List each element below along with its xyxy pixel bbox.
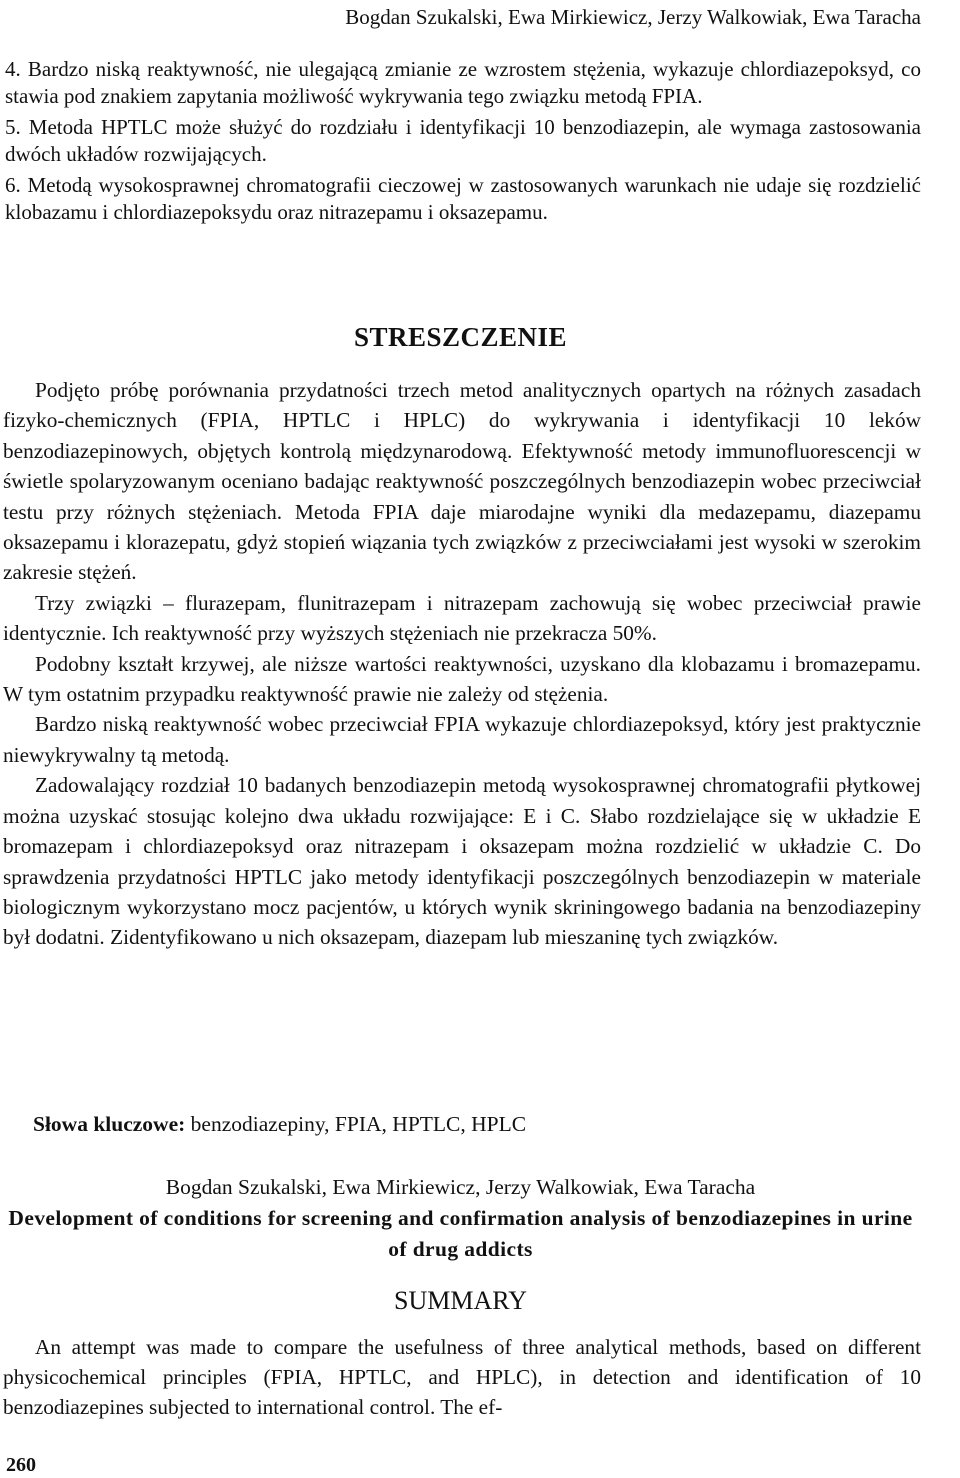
keywords-line [33,1110,921,1138]
english-title: Development of conditions for screening and confirmation analysis of benzodiazepines in urine of drug addicts [8,1206,913,1261]
summary-paragraph: An attempt was made to compare the usefulness of three analytical methods, based on different physicochemical principles (FPIA, HPTLC, and HPLC), in detection and identification of 10 benzodiazepines subjected to international control. The ef- [3,1335,921,1419]
summary-body [3,1333,921,1422]
conclusion-item-5: 5. Metoda HPTLC może służyć do rozdziału i identyfikacji 10 benzodiazepin, ale wymaga zastosowania dwóch układów rozwijających. [5,115,921,166]
english-authors: Bogdan Szukalski, Ewa Mirkiewicz, Jerzy Walkowiak, Ewa Taracha [165,1175,756,1199]
abstract-paragraph: Podobny kształt krzywej, ale niższe wartości reaktywności, uzyskano dla klobazamu i bromazepamu. W tym ostatnim przypadku reaktywność prawie nie zależy od stężenia. [3,651,921,707]
abstract-paragraph: Bardzo niską reaktywność wobec przeciwciał FPIA wykazuje chlordiazepoksyd, który jest praktycznie niewykrywalny tą metodą. [3,712,921,767]
keywords-value: benzodiazepiny, FPIA, HPTLC, HPLC [185,1112,527,1136]
abstract-paragraph: Zadowalający rozdział 10 badanych benzodiazepin metodą wysokosprawnej chromatografii płytkowej można uzyskać stosując kolejno dwa układu rozwijające: E i C. Słabo rozdzielające się w układzie E bromazepam i chlordiazepoksyd oraz nitrazepam i oksazepam można rozdzielić w układzie C. Do sprawdzenia przydatności HPTLC jako metody identyfikacji poszczególnych benzodiazepin w materiale biologicznym wykorzystano mocz pacjentów, u których wynik skriningowego badania na benzodiazepiny był dodatni. Zidentyfikowano u nich oksazepam, diazepam lub mieszaninę tych związków. [3,773,921,950]
conclusions-list [5,56,921,230]
abstract-heading: STRESZCZENIE [353,322,568,352]
page-number: 260 [6,1454,36,1476]
keywords-label: Słowa kluczowe: [33,1112,186,1136]
abstract-paragraph: Trzy związki – flurazepam, flunitrazepam i nitrazepam zachowują się wobec przeciwciał prawie identycznie. Ich reaktywność przy wyższych stężeniach nie przekracza 50%. [3,590,921,646]
conclusion-item-4: 4. Bardzo niską reaktywność, nie ulegającą zmianie ze wzrostem stężenia, wykazuje chlordiazepoksyd, co stawia pod znakiem zapytania możliwość wykrywania tego związku metodą FPIA. [5,57,921,108]
abstract-body [3,375,921,953]
conclusion-item-6: 6. Metodą wysokosprawnej chromatografii cieczowej w zastosowanych warunkach nie udaje się rozdzielić klobazamu i chlordiazepoksydu oraz nitrazepamu i oksazepamu. [5,173,921,224]
abstract-paragraph: Podjęto próbę porównania przydatności trzech metod analitycznych opartych na różnych zasadach fizyko-chemicznych (FPIA, HPTLC i HPLC) do wykrywania i identyfikacji 10 leków benzodiazepinowych, objętych kontrolą międzynarodową. Efektywność metody immunofluorescencji w świetle spolaryzowanym oceniano badając reaktywność poszczególnych benzodiazepin wobec przeciwciał testu przy różnych stężeniach. Metoda FPIA daje miarodajne wyniki dla medazepamu, diazepamu oksazepamu i klorazepatu, gdyż stopień wiązania tych związków z przeciwciałami jest wysoki w szerokim zakresie stężeń. [3,378,921,585]
summary-heading: SUMMARY [394,1286,527,1315]
running-header: Bogdan Szukalski, Ewa Mirkiewicz, Jerzy Walkowiak, Ewa Taracha [345,5,921,29]
